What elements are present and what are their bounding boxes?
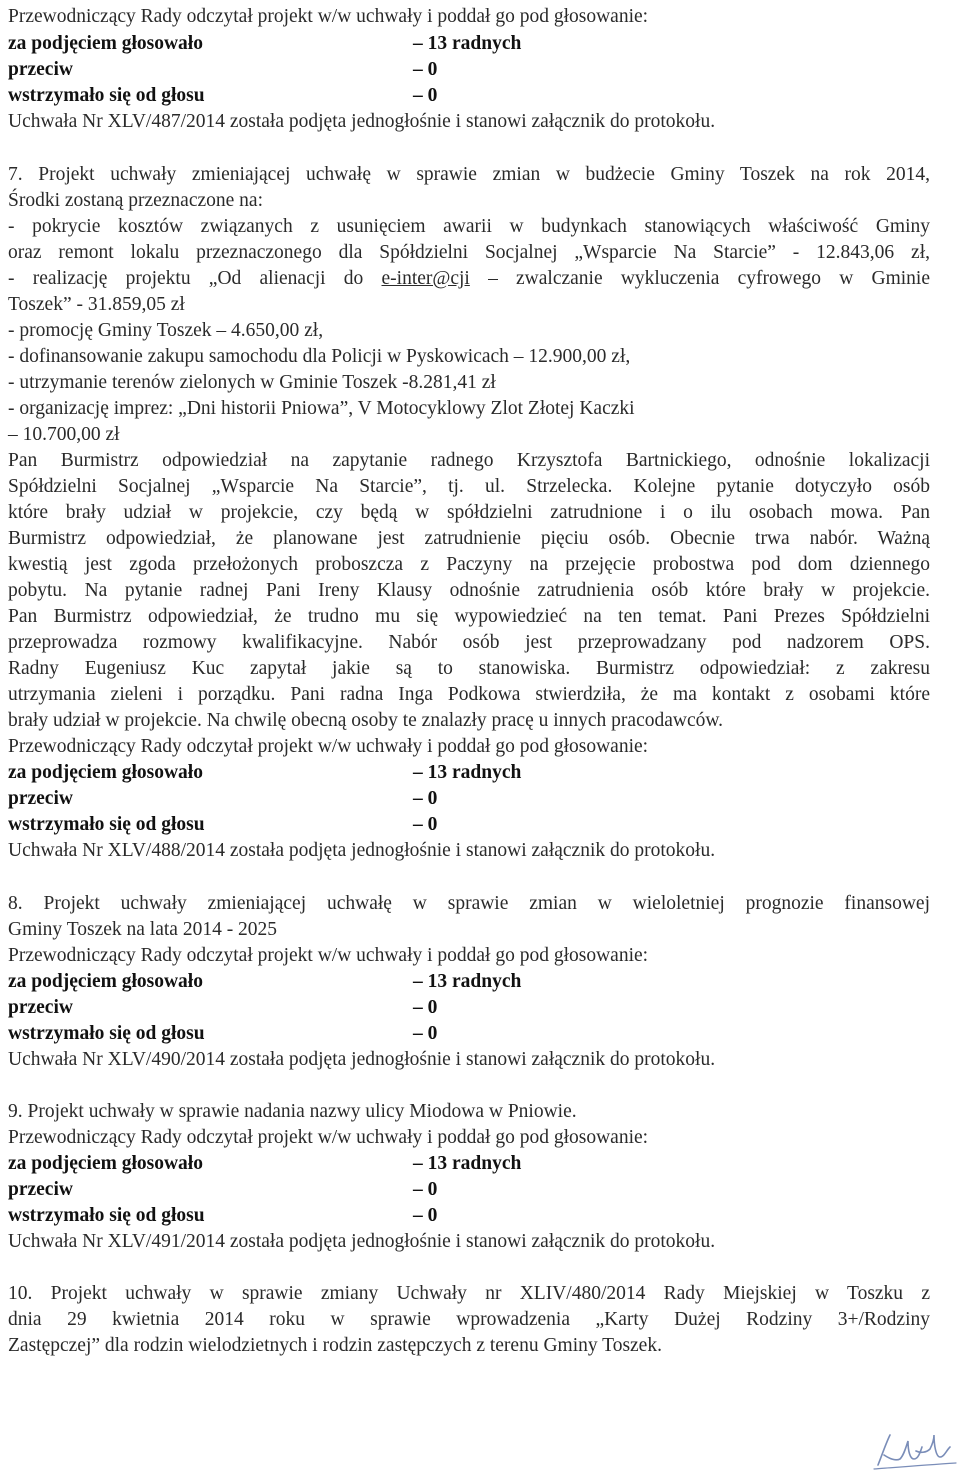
item7-paragraph-line7: Pan Burmistrz odpowiedział, że trudno mu się wypowiedzieć na ten temat. Pani Prezes Spółdzielni <box>8 606 930 627</box>
vote-for-value: – 13 radnych <box>413 1153 522 1174</box>
vote-abstain-label: wstrzymało się od głosu <box>8 1205 205 1226</box>
resolution-487-text: Uchwała Nr XLV/487/2014 została podjęta jednogłośnie i stanowi załącznik do protokołu. <box>8 111 716 132</box>
vote-abstain-value: – 0 <box>413 814 438 835</box>
vote-against-value: – 0 <box>413 59 438 80</box>
item7-line2: Środki zostaną przeznaczone na: <box>8 190 264 211</box>
item7-paragraph-line5: kwestią jest zgoda przełożonych proboszcza z Paczyny na przejęcie probostwa pod dom dziennego <box>8 554 930 575</box>
item8-line2: Gminy Toszek na lata 2014 - 2025 <box>8 919 278 940</box>
e-inter-link[interactable]: e-inter@cji <box>381 268 470 289</box>
item7-paragraph-line3: które brały udział w projekcie, czy będą w spółdzielni zatrudnione i o ilu osobach mowa. Pan <box>8 502 930 523</box>
vote-against-label: przeciw <box>8 997 73 1018</box>
item10-line3: Zastępczej” dla rodzin wielodzietnych i rodzin zastępczych z terenu Gminy Toszek. <box>8 1335 662 1356</box>
item7-paragraph-line11: brały udział w projekcie. Na chwilę obecną osoby te znalazły pracę u innych pracodawców. <box>8 710 724 731</box>
item8-heading: 8. Projekt uchwały zmieniającej uchwałę w sprawie zmian w wieloletniej prognozie finansowej <box>8 893 930 914</box>
item7-paragraph-line10: utrzymania zieleni i porządku. Pani radna Inga Podkowa stwierdziła, że ma kontakt z osobami które <box>8 684 930 705</box>
item7-line4: oraz remont lokalu przeznaczonego dla Spółdzielni Socjalnej „Wsparcie Na Starcie” - 12.843,06 zł, <box>8 242 930 263</box>
resolution-490-text: Uchwała Nr XLV/490/2014 została podjęta jednogłośnie i stanowi załącznik do protokołu. <box>8 1049 716 1070</box>
vote-for-label: za podjęciem głosowało <box>8 762 203 783</box>
item10-line2: dnia 29 kwietnia 2014 roku w sprawie wprowadzenia „Karty Dużej Rodziny 3+/Rodziny <box>8 1309 930 1330</box>
vote-abstain-label: wstrzymało się od głosu <box>8 85 205 106</box>
vote-abstain-label: wstrzymało się od głosu <box>8 1023 205 1044</box>
item7-line9: - utrzymanie terenów zielonych w Gminie Toszek -8.281,41 zł <box>8 372 496 393</box>
item7-line7: - promocję Gminy Toszek – 4.650,00 zł, <box>8 320 324 341</box>
vote-intro-text: Przewodniczący Rady odczytał projekt w/w uchwały i poddał go pod głosowanie: <box>8 1127 649 1148</box>
vote-for-value: – 13 radnych <box>413 762 522 783</box>
vote-abstain-value: – 0 <box>413 1023 438 1044</box>
item7-line3: - pokrycie kosztów związanych z usunięciem awarii w budynkach stanowiących właściwość Gminy <box>8 216 930 237</box>
item7-line10: - organizację imprez: „Dni historii Pniowa”, V Motocyklowy Zlot Złotej Kaczki <box>8 398 635 419</box>
vote-for-value: – 13 radnych <box>413 971 522 992</box>
vote-intro-text: Przewodniczący Rady odczytał projekt w/w uchwały i poddał go pod głosowanie: <box>8 6 649 27</box>
item7-paragraph-line2: Spółdzielni Socjalnej „Wsparcie Na Starcie”, tj. ul. Strzelecka. Kolejne pytanie dotyczyło osób <box>8 476 930 497</box>
vote-intro-text: Przewodniczący Rady odczytał projekt w/w uchwały i poddał go pod głosowanie: <box>8 945 649 966</box>
resolution-491-text: Uchwała Nr XLV/491/2014 została podjęta jednogłośnie i stanowi załącznik do protokołu. <box>8 1231 716 1252</box>
item7-paragraph-line1: Pan Burmistrz odpowiedział na zapytanie radnego Krzysztofa Bartnickiego, odnośnie lokalizacji <box>8 450 930 471</box>
vote-abstain-label: wstrzymało się od głosu <box>8 814 205 835</box>
item7-paragraph-line8: przeprowadza rozmowy kwalifikacyjne. Nabór osób jest przeprowadzany pod nadzorem OPS. <box>8 632 930 653</box>
item7-line11: – 10.700,00 zł <box>8 424 120 445</box>
vote-abstain-value: – 0 <box>413 85 438 106</box>
signature-image <box>870 1425 960 1475</box>
item7-paragraph-line6: pobytu. Na pytanie radnej Pani Ireny Klausy odnośnie zatrudnienia osób które brały w projekcie. <box>8 580 930 601</box>
vote-for-value: – 13 radnych <box>413 33 522 54</box>
item7-line6: Toszek” - 31.859,05 zł <box>8 294 185 315</box>
vote-abstain-value: – 0 <box>413 1205 438 1226</box>
vote-for-label: za podjęciem głosowało <box>8 971 203 992</box>
item7-heading: 7. Projekt uchwały zmieniającej uchwałę w sprawie zmian w budżecie Gminy Toszek na rok 2014, <box>8 164 930 185</box>
item7-line5 <box>8 268 930 290</box>
resolution-488-text: Uchwała Nr XLV/488/2014 została podjęta jednogłośnie i stanowi załącznik do protokołu. <box>8 840 716 861</box>
item7-line5-end: – zwalczanie wykluczenia cyfrowego w Gminie <box>469 268 930 289</box>
item7-paragraph-line4: Burmistrz odpowiedział, że planowane jest zatrudnienie pięciu osób. Obecnie trwa nabór. Ważną <box>8 528 930 549</box>
item7-paragraph-line9: Radny Eugeniusz Kuc zapytał jakie są to stanowiska. Burmistrz odpowiedział: z zakresu <box>8 658 930 679</box>
vote-against-value: – 0 <box>413 788 438 809</box>
vote-for-label: za podjęciem głosowało <box>8 1153 203 1174</box>
item10-heading: 10. Projekt uchwały w sprawie zmiany Uchwały nr XLIV/480/2014 Rady Miejskiej w Toszku z <box>8 1283 930 1304</box>
vote-against-label: przeciw <box>8 788 73 809</box>
vote-intro-text: Przewodniczący Rady odczytał projekt w/w uchwały i poddał go pod głosowanie: <box>8 736 649 757</box>
vote-against-value: – 0 <box>413 997 438 1018</box>
vote-against-label: przeciw <box>8 59 73 80</box>
vote-against-label: przeciw <box>8 1179 73 1200</box>
vote-for-label: za podjęciem głosowało <box>8 33 203 54</box>
vote-against-value: – 0 <box>413 1179 438 1200</box>
item7-line8: - dofinansowanie zakupu samochodu dla Policji w Pyskowicach – 12.900,00 zł, <box>8 346 631 367</box>
item9-heading: 9. Projekt uchwały w sprawie nadania nazwy ulicy Miodowa w Pniowie. <box>8 1101 577 1122</box>
item7-line5-start: - realizację projektu „Od alienacji do <box>8 268 382 289</box>
